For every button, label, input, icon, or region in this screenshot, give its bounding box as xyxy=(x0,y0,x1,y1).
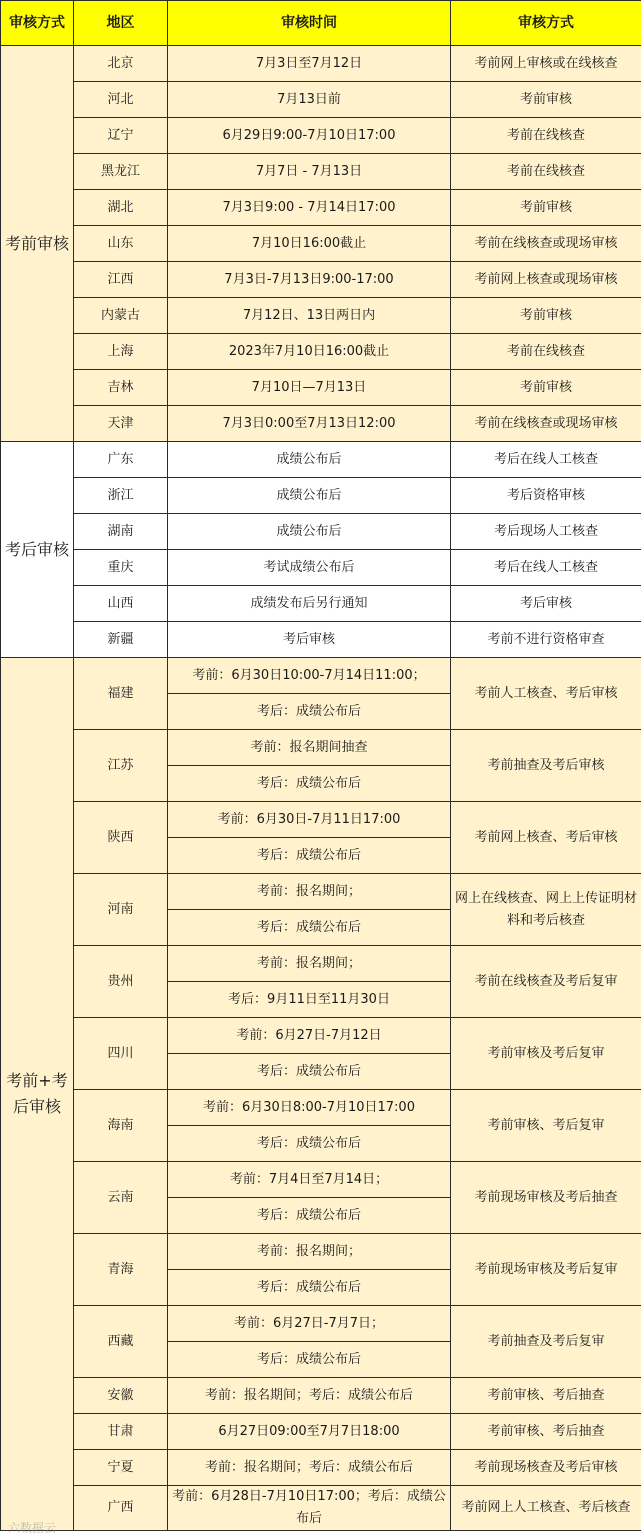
table-row xyxy=(1,874,641,910)
audit-time-cell: 7月3日-7月13日9:00-17:00 xyxy=(168,262,451,298)
audit-time-cell: 成绩公布后 xyxy=(168,442,451,478)
header-row xyxy=(1,1,641,46)
pre-exam-time-cell: 考前：报名期间抽查 xyxy=(168,730,451,766)
audit-time-cell: 6月29日9:00-7月10日17:00 xyxy=(168,118,451,154)
table-row xyxy=(1,46,641,82)
region-cell: 贵州 xyxy=(74,946,168,1018)
audit-time-cell: 成绩公布后 xyxy=(168,478,451,514)
post-exam-time-cell: 考后：成绩公布后 xyxy=(168,1342,451,1378)
table-row xyxy=(1,1486,641,1531)
table-row xyxy=(1,1162,641,1198)
post-exam-time-cell: 考后：成绩公布后 xyxy=(168,1270,451,1306)
audit-time-cell: 7月12日、13日两日内 xyxy=(168,298,451,334)
table-row xyxy=(1,262,641,298)
audit-method-cell: 考前审核 xyxy=(451,298,641,334)
region-cell: 黑龙江 xyxy=(74,154,168,190)
table-row xyxy=(1,154,641,190)
region-cell: 江西 xyxy=(74,262,168,298)
region-cell: 吉林 xyxy=(74,370,168,406)
post-exam-time-cell: 考后：成绩公布后 xyxy=(168,694,451,730)
audit-time-cell: 成绩公布后 xyxy=(168,514,451,550)
audit-time-cell: 考前：6月28日-7月10日17:00；考后：成绩公布后 xyxy=(168,1486,451,1531)
audit-time-cell: 7月10日—7月13日 xyxy=(168,370,451,406)
audit-time-cell: 7月3日9:00 - 7月14日17:00 xyxy=(168,190,451,226)
table-row xyxy=(1,1450,641,1486)
audit-method-cell: 考前在线核查 xyxy=(451,334,641,370)
table-row xyxy=(1,406,641,442)
region-cell: 重庆 xyxy=(74,550,168,586)
audit-time-cell: 2023年7月10日16:00截止 xyxy=(168,334,451,370)
audit-method-cell: 考前审核 xyxy=(451,190,641,226)
region-cell: 河北 xyxy=(74,82,168,118)
table-row xyxy=(1,946,641,982)
region-cell: 宁夏 xyxy=(74,1450,168,1486)
table-row xyxy=(1,118,641,154)
region-cell: 安徽 xyxy=(74,1378,168,1414)
audit-method-cell: 考前网上审核或在线核查 xyxy=(451,46,641,82)
table-row xyxy=(1,1306,641,1342)
post-exam-time-cell: 考后：成绩公布后 xyxy=(168,1054,451,1090)
audit-method-cell: 考后在线人工核查 xyxy=(451,550,641,586)
table-row xyxy=(1,1234,641,1270)
audit-group-label: 考后审核 xyxy=(1,442,74,658)
region-cell: 辽宁 xyxy=(74,118,168,154)
audit-method-cell: 网上在线核查、网上上传证明材料和考后核查 xyxy=(451,874,641,946)
pre-exam-time-cell: 考前：6月30日-7月11日17:00 xyxy=(168,802,451,838)
audit-method-cell: 考前审核、考后抽查 xyxy=(451,1414,641,1450)
audit-method-cell: 考前在线核查 xyxy=(451,118,641,154)
table-row xyxy=(1,1414,641,1450)
audit-time-cell: 7月3日至7月12日 xyxy=(168,46,451,82)
audit-method-cell: 考前审核、考后复审 xyxy=(451,1090,641,1162)
post-exam-time-cell: 考后：成绩公布后 xyxy=(168,1126,451,1162)
region-cell: 四川 xyxy=(74,1018,168,1090)
post-exam-time-cell: 考后：成绩公布后 xyxy=(168,766,451,802)
audit-method-cell: 考前审核及考后复审 xyxy=(451,1018,641,1090)
header-audit-time: 审核时间 xyxy=(168,1,451,46)
region-cell: 山东 xyxy=(74,226,168,262)
table-row xyxy=(1,1090,641,1126)
region-cell: 青海 xyxy=(74,1234,168,1306)
region-cell: 江苏 xyxy=(74,730,168,802)
region-cell: 上海 xyxy=(74,334,168,370)
region-cell: 湖南 xyxy=(74,514,168,550)
table-row xyxy=(1,730,641,766)
audit-method-cell: 考前不进行资格审查 xyxy=(451,622,641,658)
pre-exam-time-cell: 考前：报名期间； xyxy=(168,1234,451,1270)
audit-group-label: 考前+考后审核 xyxy=(1,658,74,1531)
header-region: 地区 xyxy=(74,1,168,46)
region-cell: 新疆 xyxy=(74,622,168,658)
post-exam-time-cell: 考后：成绩公布后 xyxy=(168,838,451,874)
post-exam-time-cell: 考后：9月11日至11月30日 xyxy=(168,982,451,1018)
region-cell: 福建 xyxy=(74,658,168,730)
audit-time-cell: 6月27日09:00至7月7日18:00 xyxy=(168,1414,451,1450)
pre-exam-time-cell: 考前：6月30日10:00-7月14日11:00； xyxy=(168,658,451,694)
table-row xyxy=(1,622,641,658)
audit-method-cell: 考前现场核查及考后审核 xyxy=(451,1450,641,1486)
table-row xyxy=(1,658,641,694)
table-body xyxy=(1,46,641,1531)
audit-method-cell: 考前网上核查、考后审核 xyxy=(451,802,641,874)
pre-exam-time-cell: 考前：报名期间； xyxy=(168,874,451,910)
audit-method-cell: 考前在线核查或现场审核 xyxy=(451,406,641,442)
audit-method-cell: 考后审核 xyxy=(451,586,641,622)
region-cell: 河南 xyxy=(74,874,168,946)
region-cell: 内蒙古 xyxy=(74,298,168,334)
header-audit-method: 审核方式 xyxy=(451,1,641,46)
region-cell: 湖北 xyxy=(74,190,168,226)
region-cell: 山西 xyxy=(74,586,168,622)
pre-exam-time-cell: 考前：7月4日至7月14日； xyxy=(168,1162,451,1198)
table-row xyxy=(1,334,641,370)
audit-time-cell: 成绩发布后另行通知 xyxy=(168,586,451,622)
pre-exam-time-cell: 考前：6月27日-7月7日； xyxy=(168,1306,451,1342)
table-row xyxy=(1,1018,641,1054)
audit-time-cell: 考试成绩公布后 xyxy=(168,550,451,586)
table-row xyxy=(1,298,641,334)
table-row xyxy=(1,190,641,226)
table-row xyxy=(1,226,641,262)
pre-exam-time-cell: 考前：6月27日-7月12日 xyxy=(168,1018,451,1054)
pre-exam-time-cell: 考前：报名期间； xyxy=(168,946,451,982)
table-row xyxy=(1,586,641,622)
audit-method-cell: 考前抽查及考后审核 xyxy=(451,730,641,802)
table-row xyxy=(1,550,641,586)
audit-method-cell: 考前人工核查、考后审核 xyxy=(451,658,641,730)
table-row xyxy=(1,82,641,118)
audit-time-cell: 7月10日16:00截止 xyxy=(168,226,451,262)
region-cell: 广西 xyxy=(74,1486,168,1531)
table-row xyxy=(1,478,641,514)
audit-method-cell: 考前在线核查及考后复审 xyxy=(451,946,641,1018)
audit-time-cell: 7月3日0:00至7月13日12:00 xyxy=(168,406,451,442)
region-cell: 天津 xyxy=(74,406,168,442)
audit-time-cell: 考前：报名期间；考后：成绩公布后 xyxy=(168,1378,451,1414)
audit-time-cell: 7月13日前 xyxy=(168,82,451,118)
audit-time-cell: 考后审核 xyxy=(168,622,451,658)
region-cell: 北京 xyxy=(74,46,168,82)
audit-method-cell: 考前现场审核及考后抽查 xyxy=(451,1162,641,1234)
audit-method-cell: 考前在线核查 xyxy=(451,154,641,190)
pre-exam-time-cell: 考前：6月30日8:00-7月10日17:00 xyxy=(168,1090,451,1126)
audit-method-cell: 考前审核、考后抽查 xyxy=(451,1378,641,1414)
region-cell: 海南 xyxy=(74,1090,168,1162)
audit-method-cell: 考后在线人工核查 xyxy=(451,442,641,478)
region-cell: 陕西 xyxy=(74,802,168,874)
region-cell: 云南 xyxy=(74,1162,168,1234)
post-exam-time-cell: 考后：成绩公布后 xyxy=(168,910,451,946)
watermark: 六数据云 xyxy=(8,1521,57,1535)
region-cell: 西藏 xyxy=(74,1306,168,1378)
region-cell: 广东 xyxy=(74,442,168,478)
table-row xyxy=(1,802,641,838)
audit-method-cell: 考前网上人工核查、考后核查 xyxy=(451,1486,641,1531)
region-cell: 甘肃 xyxy=(74,1414,168,1450)
audit-method-cell: 考后资格审核 xyxy=(451,478,641,514)
table-row xyxy=(1,514,641,550)
audit-time-cell: 考前：报名期间；考后：成绩公布后 xyxy=(168,1450,451,1486)
post-exam-time-cell: 考后：成绩公布后 xyxy=(168,1198,451,1234)
audit-method-cell: 考前在线核查或现场审核 xyxy=(451,226,641,262)
table-row xyxy=(1,370,641,406)
audit-method-cell: 考前审核 xyxy=(451,370,641,406)
table-row xyxy=(1,442,641,478)
audit-group-label: 考前审核 xyxy=(1,46,74,442)
audit-method-cell: 考前审核 xyxy=(451,82,641,118)
audit-method-cell: 考后现场人工核查 xyxy=(451,514,641,550)
header-audit-type: 审核方式 xyxy=(1,1,74,46)
audit-method-cell: 考前现场审核及考后复审 xyxy=(451,1234,641,1306)
audit-time-cell: 7月7日 - 7月13日 xyxy=(168,154,451,190)
audit-method-cell: 考前网上核查或现场审核 xyxy=(451,262,641,298)
audit-method-cell: 考前抽查及考后复审 xyxy=(451,1306,641,1378)
table-row xyxy=(1,1378,641,1414)
region-cell: 浙江 xyxy=(74,478,168,514)
